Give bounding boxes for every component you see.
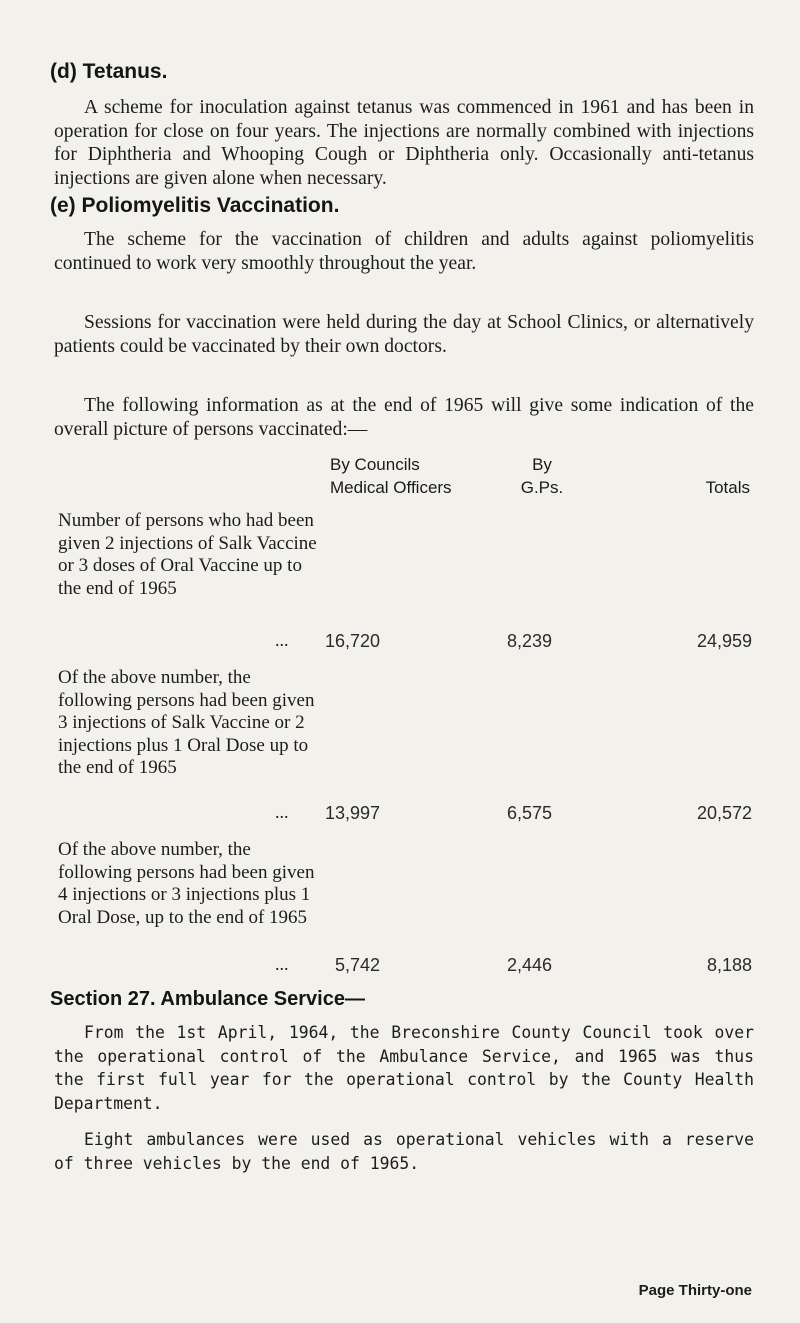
table-row-2-dots: ... — [275, 802, 289, 822]
col-councils-header — [330, 453, 452, 499]
tetanus-paragraph: A scheme for inoculation against tetanus was commenced in 1961 and has been in operation for close on four years. The injections are normally combined with injections for Diphtheria and Whooping Cough or Diphtheria only. Occasionally anti-tetanus injections are given alone when necessary. — [54, 97, 754, 189]
table-row-3-label: Of the above number, the following persons had been given 4 injections or 3 injections plus 1 Oral Dose, up to the end of 1965 — [58, 839, 315, 928]
page-number: Page Thirty-one — [638, 1282, 752, 1299]
col-gps-line1: By — [532, 455, 552, 474]
table-row-3-dots: ... — [275, 954, 289, 974]
tetanus-heading: (d) Tetanus. — [50, 60, 168, 83]
polio-paragraph-3: The following information as at the end of 1965 will give some indication of the overall picture of persons vaccinated:— — [54, 395, 754, 440]
ambulance-heading: Section 27. Ambulance Service— — [50, 988, 365, 1010]
col-gps-line2: G.Ps. — [520, 478, 564, 497]
table-row-1-gps: 8,239 — [506, 631, 552, 651]
table-row-2-gps: 6,575 — [506, 803, 552, 823]
col-gps-header — [512, 453, 572, 499]
ambulance-paragraph-1: From the 1st April, 1964, the Breconshire County Council took over the operational control of the Ambulance Service, and 1965 was thus the first full year for the operational control by the County Health Department. — [54, 1023, 754, 1113]
col-councils-line2: Medical Officers — [330, 478, 452, 497]
polio-paragraph-1: The scheme for the vaccination of children and adults against poliomyelitis continued to work very smoothly throughout the year. — [54, 229, 754, 274]
table-row-1-total: 24,959 — [696, 631, 752, 651]
table-row-1-label: Number of persons who had been given 2 injections of Salk Vaccine or 3 doses of Oral Vaccine up to the end of 1965 — [58, 510, 317, 599]
polio-heading: (e) Poliomyelitis Vaccination. — [50, 194, 340, 217]
table-row-3-councils: 5,742 — [334, 955, 380, 975]
table-row-2-total: 20,572 — [696, 803, 752, 823]
col-totals-header: Totals — [705, 478, 750, 497]
table-row-1-dots: ... — [275, 630, 289, 650]
col-councils-line1: By Councils — [330, 455, 420, 474]
ambulance-paragraph-2: Eight ambulances were used as operational vehicles with a reserve of three vehicles by the end of 1965. — [54, 1130, 754, 1173]
table-row-1-councils: 16,720 — [324, 631, 380, 651]
table-row-2-councils: 13,997 — [324, 803, 380, 823]
table-row-3-gps: 2,446 — [506, 955, 552, 975]
table-row-2-label: Of the above number, the following persons had been given 3 injections of Salk Vaccine or 2 injections plus 1 Oral Dose up to the end of 1965 — [58, 667, 315, 778]
table-row-3-total: 8,188 — [706, 955, 752, 975]
polio-paragraph-2: Sessions for vaccination were held during the day at School Clinics, or alternatively patients could be vaccinated by their own doctors. — [54, 312, 754, 357]
